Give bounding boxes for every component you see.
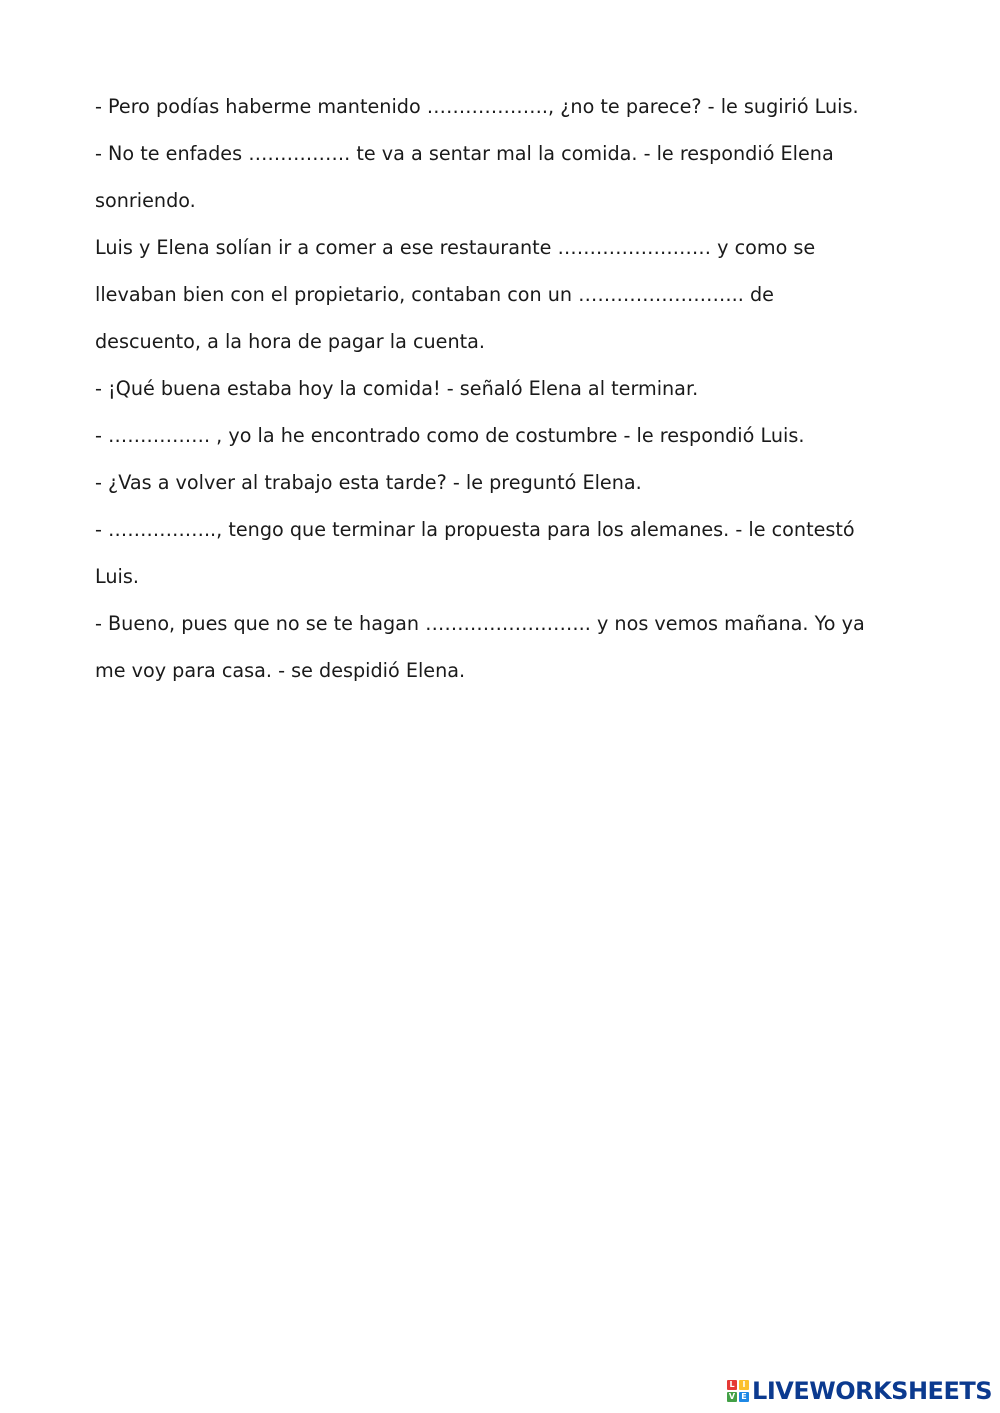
text-line-7: - ¡Qué buena estaba hoy la comida! - señaló Elena al terminar. bbox=[95, 377, 699, 400]
worksheet-text bbox=[95, 83, 910, 694]
text-line-10: - …………….., tengo que terminar la propuesta para los alemanes. - le contestó bbox=[95, 518, 855, 541]
text-line-13: me voy para casa. - se despidió Elena. bbox=[95, 659, 466, 682]
text-line-1: - Pero podías haberme mantenido ………………., ¿no te parece? - le sugirió Luis. bbox=[95, 95, 859, 118]
logo-text: LIVEWORKSHEETS bbox=[752, 1377, 992, 1405]
logo-cell: I bbox=[739, 1380, 749, 1390]
logo-cell: V bbox=[728, 1392, 736, 1401]
liveworksheets-logo bbox=[727, 1377, 992, 1405]
text-line-12: - Bueno, pues que no se te hagan …………………….. y nos vemos mañana. Yo ya bbox=[95, 612, 865, 635]
logo-cell: E bbox=[739, 1392, 749, 1402]
text-line-6: descuento, a la hora de pagar la cuenta. bbox=[95, 330, 485, 353]
text-line-3: sonriendo. bbox=[95, 189, 196, 212]
text-line-4: Luis y Elena solían ir a comer a ese restaurante …………………… y como se bbox=[95, 236, 816, 259]
text-line-11: Luis. bbox=[95, 565, 139, 588]
text-line-8: - ……………. , yo la he encontrado como de costumbre - le respondió Luis. bbox=[95, 424, 805, 447]
text-line-5: llevaban bien con el propietario, contaban con un …………………….. de bbox=[95, 283, 774, 306]
logo-cell: L bbox=[727, 1380, 737, 1390]
text-line-2: - No te enfades ……………. te va a sentar mal la comida. - le respondió Elena bbox=[95, 142, 834, 165]
text-line-9: - ¿Vas a volver al trabajo esta tarde? - le preguntó Elena. bbox=[95, 471, 642, 494]
logo-icon bbox=[727, 1380, 749, 1402]
